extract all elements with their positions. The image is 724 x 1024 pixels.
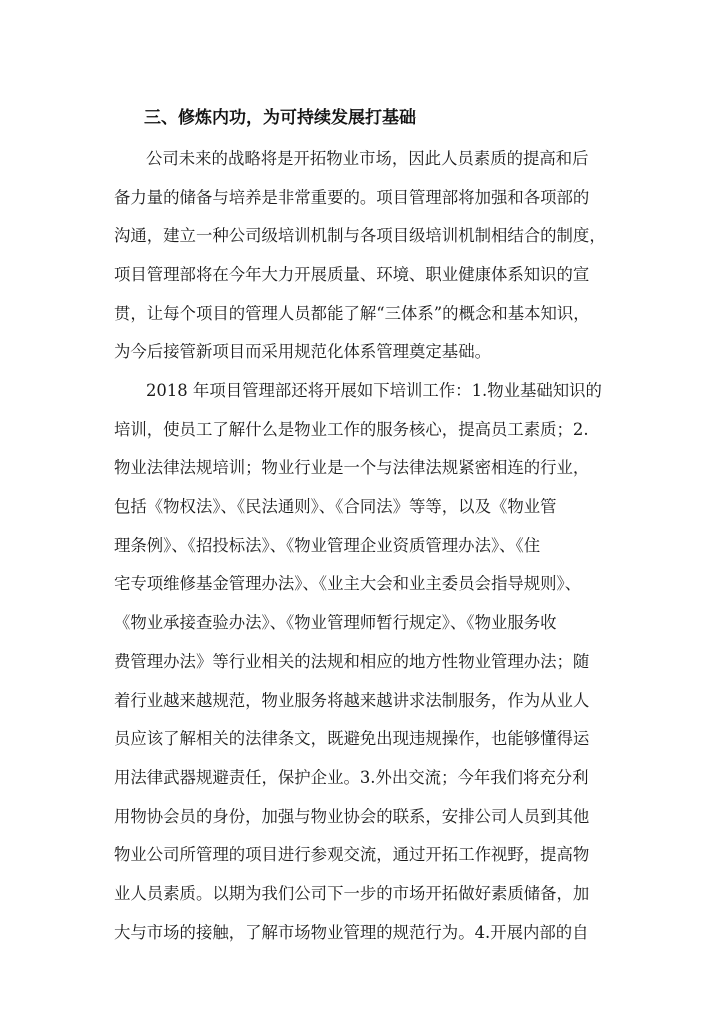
text-line: 业人员素质。以期为我们公司下一步的市场开拓做好素质储备，加: [114, 883, 590, 903]
text-line: 用法律武器规避责任，保护企业。3.外出交流；今年我们将充分利: [114, 767, 589, 787]
text-line: 培训，使员工了解什么是物业工作的服务核心，提高员工素质；2.: [114, 419, 589, 439]
text-line: 用物协会员的身份，加强与物业协会的联系，安排公司人员到其他: [114, 806, 590, 826]
section-heading: 三、修炼内功，为可持续发展打基础: [144, 108, 416, 128]
text-line: 沟通，建立一种公司级培训机制与各项目级培训机制相结合的制度，: [114, 226, 606, 246]
text-line: 为今后接管新项目而采用规范化体系管理奠定基础。: [114, 342, 491, 362]
text-line: 2018 年项目管理部还将开展如下培训工作：1.物业基础知识的: [146, 381, 602, 400]
text-line: 物业法律法规培训；物业行业是一个与法律法规紧密相连的行业，: [114, 458, 590, 478]
text-line: 员应该了解相关的法律条文，既避免出现违规操作，也能够懂得运: [114, 729, 590, 749]
text-line: 贯，让每个项目的管理人员都能了解“三体系”的概念和基本知识，: [114, 303, 590, 323]
text-line: 大与市场的接触，了解市场物业管理的规范行为。4.开展内部的自: [114, 922, 589, 942]
text-line: 费管理办法》等行业相关的法规和相应的地方性物业管理办法；随: [114, 651, 590, 671]
text-line: 《物业承接查验办法》、《物业管理师暂行规定》、《物业服务收: [114, 613, 557, 633]
text-line: 包括《物权法》、《民法通则》、《合同法》等等，以及《物业管: [114, 497, 557, 517]
paragraph-training: [114, 372, 624, 952]
paragraph-strategy: [114, 140, 624, 372]
text-line: 着行业越来越规范，物业服务将越来越讲求法制服务，作为从业人: [114, 690, 590, 710]
text-line: 备力量的储备与培养是非常重要的。项目管理部将加强和各项部的: [114, 187, 590, 207]
text-line: 理条例》、《招投标法》、《物业管理企业资质管理办法》、《住: [114, 535, 541, 555]
text-line: 宅专项维修基金管理办法》、《业主大会和业主委员会指导规则》、: [114, 574, 582, 594]
text-line: 物业公司所管理的项目进行参观交流，通过开拓工作视野，提高物: [114, 845, 590, 865]
text-line: 项目管理部将在今年大力开展质量、环境、职业健康体系知识的宣: [114, 265, 590, 285]
text-line: 公司未来的战略将是开拓物业市场，因此人员素质的提高和后: [146, 149, 589, 168]
